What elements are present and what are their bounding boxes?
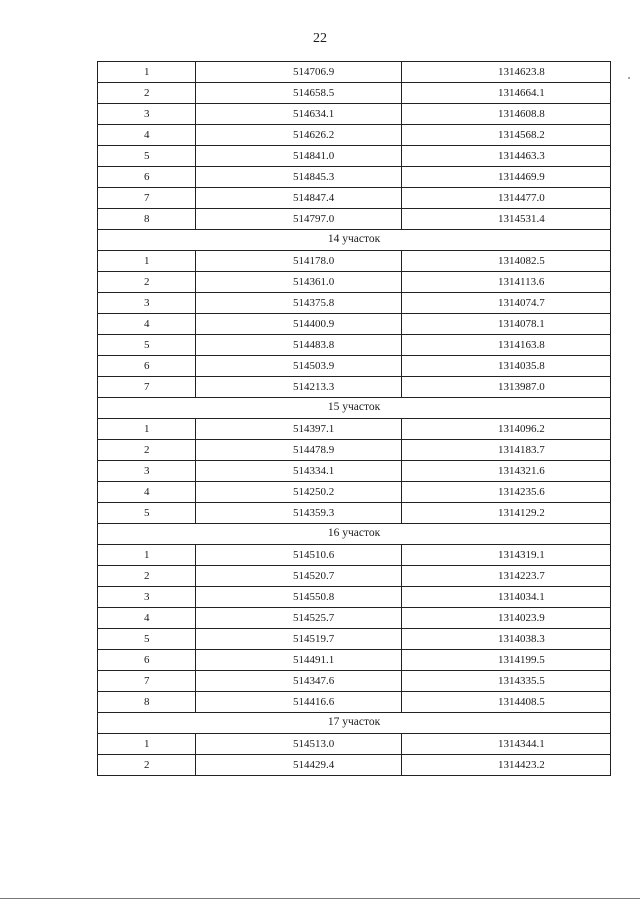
x-coordinate-cell: 514626.2	[196, 125, 402, 146]
point-number-cell: 7	[98, 671, 196, 692]
x-coordinate-cell: 514178.0	[196, 251, 402, 272]
x-coordinate-cell: 514359.3	[196, 503, 402, 524]
x-coordinate-cell: 514845.3	[196, 167, 402, 188]
section-header-row	[98, 398, 611, 419]
y-coordinate-cell: 1314035.8	[402, 356, 611, 377]
y-coordinate-cell: 1314082.5	[402, 251, 611, 272]
table-row	[98, 188, 611, 209]
x-coordinate-cell: 514658.5	[196, 83, 402, 104]
table-row	[98, 482, 611, 503]
x-coordinate-cell: 514397.1	[196, 419, 402, 440]
y-coordinate-cell: 1314223.7	[402, 566, 611, 587]
margin-mark	[628, 77, 630, 79]
y-coordinate-cell: 1314023.9	[402, 608, 611, 629]
point-number-cell: 6	[98, 650, 196, 671]
table-row	[98, 125, 611, 146]
y-coordinate-cell: 1314408.5	[402, 692, 611, 713]
section-title: 16 участок	[98, 524, 611, 545]
y-coordinate-cell: 1314183.7	[402, 440, 611, 461]
table-row	[98, 566, 611, 587]
x-coordinate-cell: 514491.1	[196, 650, 402, 671]
x-coordinate-cell: 514847.4	[196, 188, 402, 209]
point-number-cell: 3	[98, 104, 196, 125]
table-row	[98, 629, 611, 650]
y-coordinate-cell: 1313987.0	[402, 377, 611, 398]
section-header-row	[98, 524, 611, 545]
point-number-cell: 8	[98, 692, 196, 713]
point-number-cell: 1	[98, 251, 196, 272]
table-row	[98, 440, 611, 461]
y-coordinate-cell: 1314078.1	[402, 314, 611, 335]
table-row	[98, 314, 611, 335]
y-coordinate-cell: 1314664.1	[402, 83, 611, 104]
table-row	[98, 251, 611, 272]
y-coordinate-cell: 1314321.6	[402, 461, 611, 482]
x-coordinate-cell: 514550.8	[196, 587, 402, 608]
x-coordinate-cell: 514706.9	[196, 62, 402, 83]
y-coordinate-cell: 1314034.1	[402, 587, 611, 608]
x-coordinate-cell: 514429.4	[196, 755, 402, 776]
point-number-cell: 3	[98, 587, 196, 608]
y-coordinate-cell: 1314163.8	[402, 335, 611, 356]
y-coordinate-cell: 1314463.3	[402, 146, 611, 167]
y-coordinate-cell: 1314096.2	[402, 419, 611, 440]
y-coordinate-cell: 1314113.6	[402, 272, 611, 293]
page-number: 22	[313, 31, 327, 46]
point-number-cell: 2	[98, 83, 196, 104]
x-coordinate-cell: 514213.3	[196, 377, 402, 398]
x-coordinate-cell: 514250.2	[196, 482, 402, 503]
table-row	[98, 356, 611, 377]
table-row	[98, 335, 611, 356]
point-number-cell: 2	[98, 272, 196, 293]
y-coordinate-cell: 1314477.0	[402, 188, 611, 209]
coordinates-table	[97, 61, 611, 776]
table-row	[98, 272, 611, 293]
table-row	[98, 755, 611, 776]
table-row	[98, 608, 611, 629]
x-coordinate-cell: 514347.6	[196, 671, 402, 692]
y-coordinate-cell: 1314531.4	[402, 209, 611, 230]
point-number-cell: 6	[98, 167, 196, 188]
x-coordinate-cell: 514416.6	[196, 692, 402, 713]
x-coordinate-cell: 514525.7	[196, 608, 402, 629]
table-row	[98, 461, 611, 482]
point-number-cell: 1	[98, 419, 196, 440]
page-bottom-rule	[0, 898, 640, 899]
table-row	[98, 650, 611, 671]
x-coordinate-cell: 514510.6	[196, 545, 402, 566]
table-row	[98, 503, 611, 524]
y-coordinate-cell: 1314568.2	[402, 125, 611, 146]
table-row	[98, 671, 611, 692]
point-number-cell: 4	[98, 482, 196, 503]
point-number-cell: 2	[98, 755, 196, 776]
y-coordinate-cell: 1314344.1	[402, 734, 611, 755]
y-coordinate-cell: 1314319.1	[402, 545, 611, 566]
point-number-cell: 3	[98, 461, 196, 482]
point-number-cell: 2	[98, 440, 196, 461]
point-number-cell: 4	[98, 608, 196, 629]
table-row	[98, 692, 611, 713]
x-coordinate-cell: 514519.7	[196, 629, 402, 650]
x-coordinate-cell: 514841.0	[196, 146, 402, 167]
table-row	[98, 419, 611, 440]
x-coordinate-cell: 514483.8	[196, 335, 402, 356]
point-number-cell: 1	[98, 62, 196, 83]
table-row	[98, 62, 611, 83]
table-row	[98, 293, 611, 314]
point-number-cell: 4	[98, 314, 196, 335]
table-row	[98, 104, 611, 125]
x-coordinate-cell: 514334.1	[196, 461, 402, 482]
point-number-cell: 2	[98, 566, 196, 587]
section-header-row	[98, 230, 611, 251]
point-number-cell: 1	[98, 734, 196, 755]
table-row	[98, 545, 611, 566]
x-coordinate-cell: 514634.1	[196, 104, 402, 125]
table-row	[98, 587, 611, 608]
section-title: 15 участок	[98, 398, 611, 419]
table-row	[98, 146, 611, 167]
x-coordinate-cell: 514520.7	[196, 566, 402, 587]
point-number-cell: 4	[98, 125, 196, 146]
y-coordinate-cell: 1314074.7	[402, 293, 611, 314]
x-coordinate-cell: 514478.9	[196, 440, 402, 461]
coordinates-table-body	[98, 62, 611, 776]
x-coordinate-cell: 514513.0	[196, 734, 402, 755]
table-row	[98, 209, 611, 230]
y-coordinate-cell: 1314335.5	[402, 671, 611, 692]
x-coordinate-cell: 514375.8	[196, 293, 402, 314]
y-coordinate-cell: 1314235.6	[402, 482, 611, 503]
y-coordinate-cell: 1314423.2	[402, 755, 611, 776]
section-header-row	[98, 713, 611, 734]
point-number-cell: 5	[98, 146, 196, 167]
x-coordinate-cell: 514797.0	[196, 209, 402, 230]
y-coordinate-cell: 1314469.9	[402, 167, 611, 188]
point-number-cell: 8	[98, 209, 196, 230]
section-title: 14 участок	[98, 230, 611, 251]
x-coordinate-cell: 514503.9	[196, 356, 402, 377]
y-coordinate-cell: 1314608.8	[402, 104, 611, 125]
point-number-cell: 3	[98, 293, 196, 314]
table-row	[98, 167, 611, 188]
x-coordinate-cell: 514400.9	[196, 314, 402, 335]
table-row	[98, 377, 611, 398]
point-number-cell: 1	[98, 545, 196, 566]
y-coordinate-cell: 1314038.3	[402, 629, 611, 650]
y-coordinate-cell: 1314199.5	[402, 650, 611, 671]
point-number-cell: 5	[98, 629, 196, 650]
y-coordinate-cell: 1314623.8	[402, 62, 611, 83]
y-coordinate-cell: 1314129.2	[402, 503, 611, 524]
point-number-cell: 6	[98, 356, 196, 377]
table-row	[98, 83, 611, 104]
x-coordinate-cell: 514361.0	[196, 272, 402, 293]
point-number-cell: 7	[98, 188, 196, 209]
point-number-cell: 7	[98, 377, 196, 398]
section-title: 17 участок	[98, 713, 611, 734]
point-number-cell: 5	[98, 503, 196, 524]
point-number-cell: 5	[98, 335, 196, 356]
table-row	[98, 734, 611, 755]
